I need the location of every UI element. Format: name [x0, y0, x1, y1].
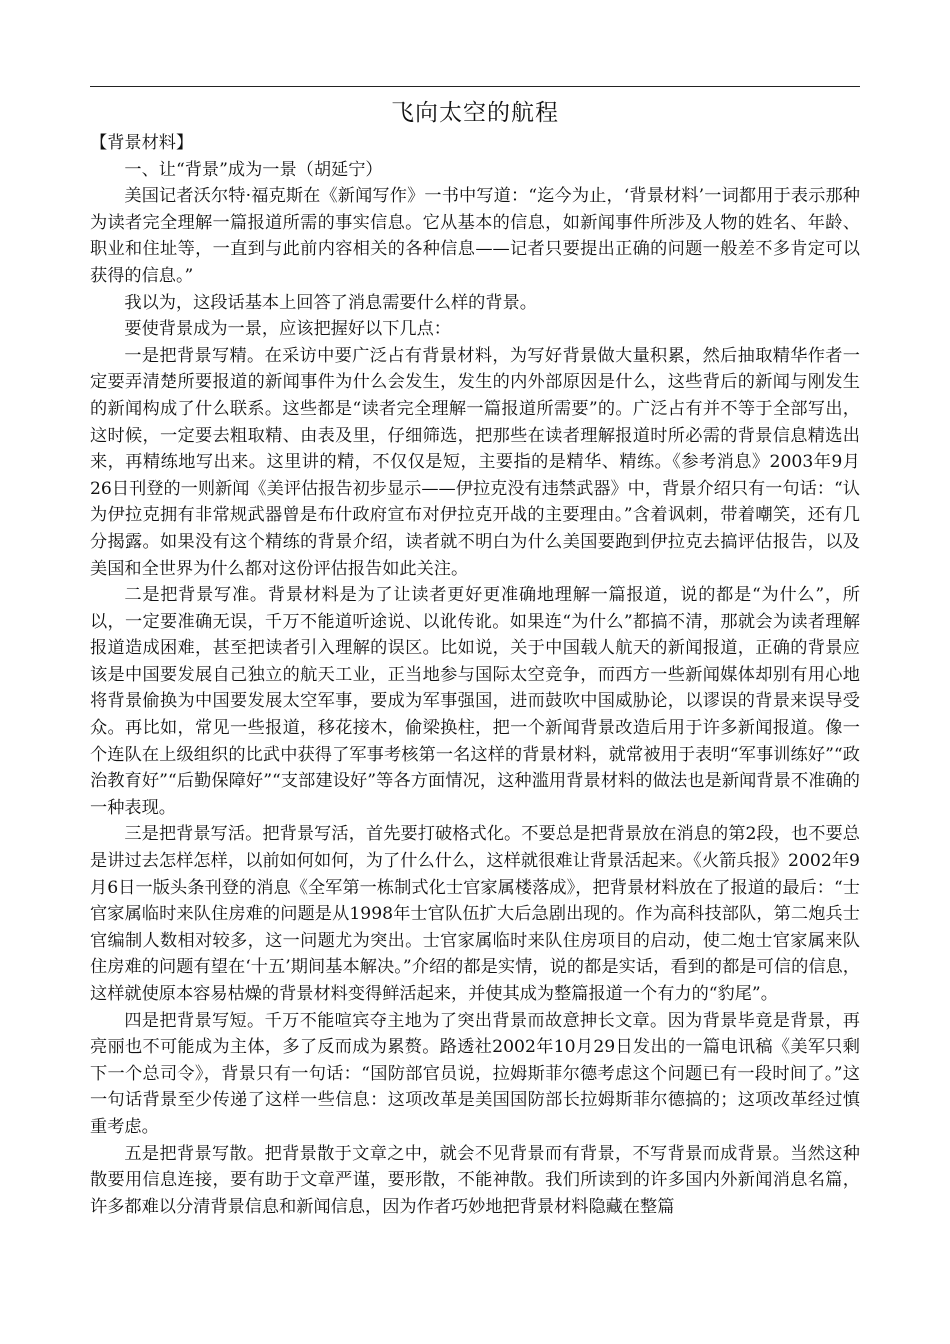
paragraph: 美国记者沃尔特·福克斯在《新闻写作》一书中写道：“迄今为止，‘背景材料’一词都用于表示那种为读者完全理解一篇报道所需的事实信息。它从基本的信息，如新闻事件所涉及人物的姓名、年龄、职业和住址等，一直到与此前内容相关的各种信息——记者只要提出正确的问题一般差不多肯定可以获得的信息。”: [90, 186, 860, 286]
document-body: [90, 130, 860, 1220]
paragraph: 四是把背景写短。千万不能喧宾夺主地为了突出背景而故意抻长文章。因为背景毕竟是背景，再亮丽也不可能成为主体，多了反而成为累赘。路透社2002年10月29日发出的一篇电讯稿《美军只剩下一个总司令》，背景只有一句话：“国防部官员说，拉姆斯菲尔德考虑这个问题已有一段时间了。”这一句话背景至少传递了这样一些信息：这项改革是美国国防部长拉姆斯菲尔德搞的；这项改革经过慎重考虑。: [90, 1010, 860, 1137]
paragraph: 一是把背景写精。在采访中要广泛占有背景材料，为写好背景做大量积累，然后抽取精华作者一定要弄清楚所要报道的新闻事件为什么会发生，发生的内外部原因是什么，这些背后的新闻与刚发生的新闻构成了什么联系。这些都是“读者完全理解一篇报道所需要”的。广泛占有并不等于全部写出，这时候，一定要去粗取精、由表及里，仔细筛选，把那些在读者理解报道时所必需的背景信息精选出来，再精练地写出来。这里讲的精，不仅仅是短，主要指的是精华、精练。《参考消息》2003年9月26日刊登的一则新闻《美评估报告初步显示——伊拉克没有违禁武器》中，背景介绍只有一句话：“认为伊拉克拥有非常规武器曾是布什政府宣布对伊拉克开战的主要理由。”含着讽刺，带着嘲笑，还有几分揭露。如果没有这个精练的背景介绍，读者就不明白为什么美国要跑到伊拉克去搞评估报告，以及美国和全世界为什么都对这份评估报告如此关注。: [90, 345, 860, 579]
paragraph: 我以为，这段话基本上回答了消息需要什么样的背景。: [124, 292, 537, 313]
document-title: 飞向太空的航程: [391, 100, 559, 126]
paragraph: 五是把背景写散。把背景散于文章之中，就会不见背景而有背景，不写背景而成背景。当然这种散要用信息连接，要有助于文章严谨，要形散，不能神散。我们所读到的许多国内外新闻消息名篇，许多都难以分清背景信息和新闻信息，因为作者巧妙地把背景材料隐藏在整篇: [90, 1143, 860, 1217]
paragraph: 二是把背景写准。背景材料是为了让读者更好更准确地理解一篇报道，说的都是“为什么”，所以，一定要准确无误，千万不能道听途说、以讹传讹。如果连“为什么”都搞不清，那就会为读者理解报道造成困难，甚至把读者引入理解的误区。比如说，关于中国载人航天的新闻报道，正确的背景应该是中国要发展自己独立的航天工业，正当地参与国际太空竞争，而西方一些新闻媒体却别有用心地将背景偷换为中国要发展太空军事，要成为军事强国，进而鼓吹中国威胁论，以谬误的背景来误导受众。再比如，常见一些报道，移花接木，偷梁换柱，把一个新闻背景改造后用于许多新闻报道。像一个连队在上级组织的比武中获得了军事考核第一名这样的背景材料，就常被用于表明“军事训练好”“政治教育好”“后勤保障好”“支部建设好”等各方面情况，这种滥用背景材料的做法也是新闻背景不准确的一种表现。: [90, 585, 860, 818]
section-label: 【背景材料】: [90, 133, 194, 153]
header-rule: [90, 86, 860, 87]
paragraph: 三是把背景写活。把背景写活，首先要打破格式化。不要总是把背景放在消息的第2段，也不要总是讲过去怎样怎样，以前如何如何，为了什么什么，这样就很难让背景活起来。《火箭兵报》2002年9月6日一版头条刊登的消息《全军第一栋制式化士官家属楼落成》，把背景材料放在了报道的最后：“士官家属临时来队住房难的问题是从1998年士官队伍扩大后急剧出现的。作为高科技部队，第二炮兵士官编制人数相对较多，这一问题尤为突出。士官家属临时来队住房项目的启动，使二炮士官家属来队住房难的问题有望在‘十五’期间基本解决。”介绍的都是实情，说的都是实话，看到的都是可信的信息，这样就使原本容易枯燥的背景材料变得鲜活起来，并使其成为整篇报道一个有力的“豹尾”。: [90, 824, 860, 1004]
paragraph: 要使背景成为一景，应该把握好以下几点：: [124, 319, 451, 340]
subheading: 一、让“背景”成为一景（胡延宁）: [124, 159, 383, 180]
